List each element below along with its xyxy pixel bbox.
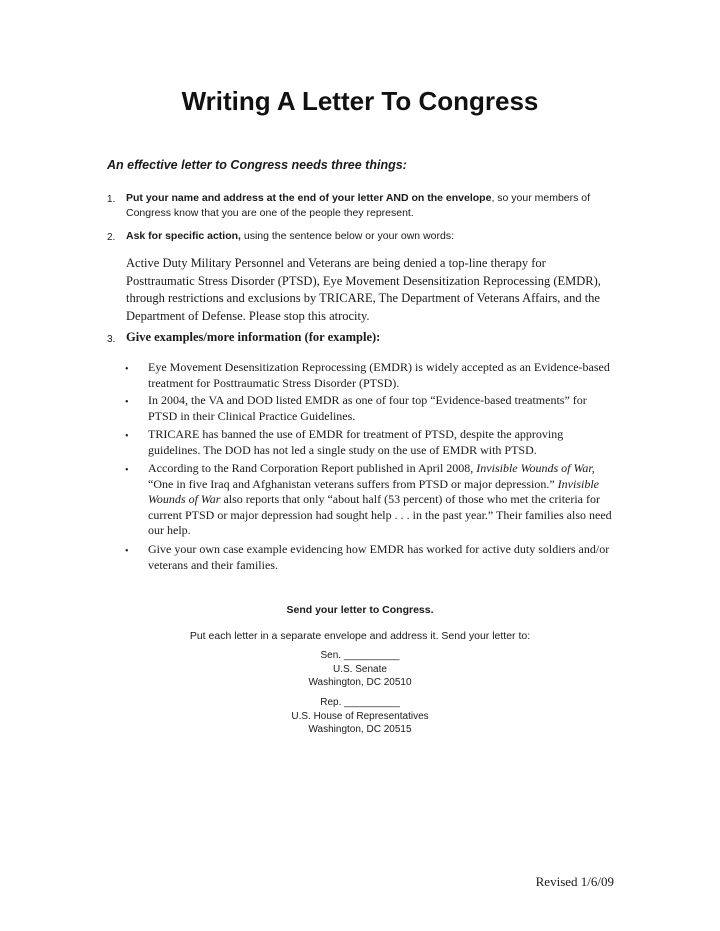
bullet-marker: • (125, 364, 129, 375)
item-1-text (126, 191, 626, 221)
house-line-1: Rep. __________ (320, 697, 400, 708)
item-3-heading: Give examples/more information (for example): (126, 330, 381, 344)
bullet-item-4 (148, 461, 618, 539)
bullet-marker: • (125, 431, 129, 442)
house-line-2: U.S. House of Representatives (291, 710, 429, 722)
bullet-item-1: Eye Movement Desensitization Reprocessing (EMDR) is widely accepted as an Evidence-based treatment for Posttraumatic Stress Disorder (PTSD). (148, 360, 610, 390)
senate-line-2: U.S. Senate (333, 663, 387, 675)
house-line-3: Washington, DC 20515 (308, 724, 412, 735)
item-2-number: 2. (107, 232, 116, 243)
bullet-marker: • (125, 546, 129, 557)
senate-address (0, 649, 720, 690)
bullet-4-part-1: According to the Rand Corporation Report published in April 2008, (148, 461, 477, 475)
senate-line-1: Sen. __________ (320, 650, 400, 661)
bullet-4-part-3: also reports that only “about half (53 percent) of those who met the criteria for current PTSD or major depression had sought help . . . in the past year.” Their families also need our help. (148, 492, 612, 537)
item-3-number: 3. (107, 334, 116, 345)
item-1-number: 1. (107, 194, 116, 205)
bullet-item-3: TRICARE has banned the use of EMDR for treatment of PTSD, despite the approving guidelines. The DOD has not led a single study on the use of EMDR with PTSD. (148, 427, 564, 457)
item-1-bold: Put your name and address at the end of your letter AND on the envelope (126, 192, 492, 204)
send-heading: Send your letter to Congress. (286, 604, 434, 616)
revised-date: Revised 1/6/09 (535, 874, 614, 889)
intro-line: An effective letter to Congress needs three things: (107, 158, 407, 172)
senate-line-3: Washington, DC 20510 (308, 677, 412, 688)
house-address (0, 696, 720, 737)
item-2-rest: using the sentence below or your own words: (240, 230, 454, 242)
item-2-bold: Ask for specific action, (126, 230, 241, 242)
bullet-item-5: Give your own case example evidencing how EMDR has worked for active duty soldiers and/or veterans and their families. (148, 542, 610, 572)
bullet-4-part-2: “One in five Iraq and Afghanistan veterans suffers from PTSD or major depression.” (148, 476, 558, 491)
bullet-4-italic-1: Invisible Wounds of War, (476, 461, 595, 475)
bullet-item-2: In 2004, the VA and DOD listed EMDR as one of four top “Evidence-based treatments” for PTSD in their Clinical Practice Guidelines. (148, 393, 587, 423)
bullet-marker: • (125, 465, 129, 476)
bullet-4-italic-2: Invisible Wounds of War (148, 476, 599, 506)
document-title: Writing A Letter To Congress (181, 86, 539, 116)
bullet-marker: • (125, 397, 129, 408)
item-2-text (126, 229, 626, 244)
send-subtext: Put each letter in a separate envelope and address it. Send your letter to: (189, 630, 531, 642)
item-2-quote: Active Duty Military Personnel and Veterans are being denied a top-line therapy for Posttraumatic Stress Disorder (PTSD), Eye Movement Desensitization Reprocessing (EMDR), through restrictions and exclusions by TRICARE, The Department of Veterans Affairs, and the Department of Defense. Please stop this atrocity. (126, 256, 601, 323)
item-1-rest: , so your members of Congress know that you are one of the people they represent. (126, 192, 591, 219)
